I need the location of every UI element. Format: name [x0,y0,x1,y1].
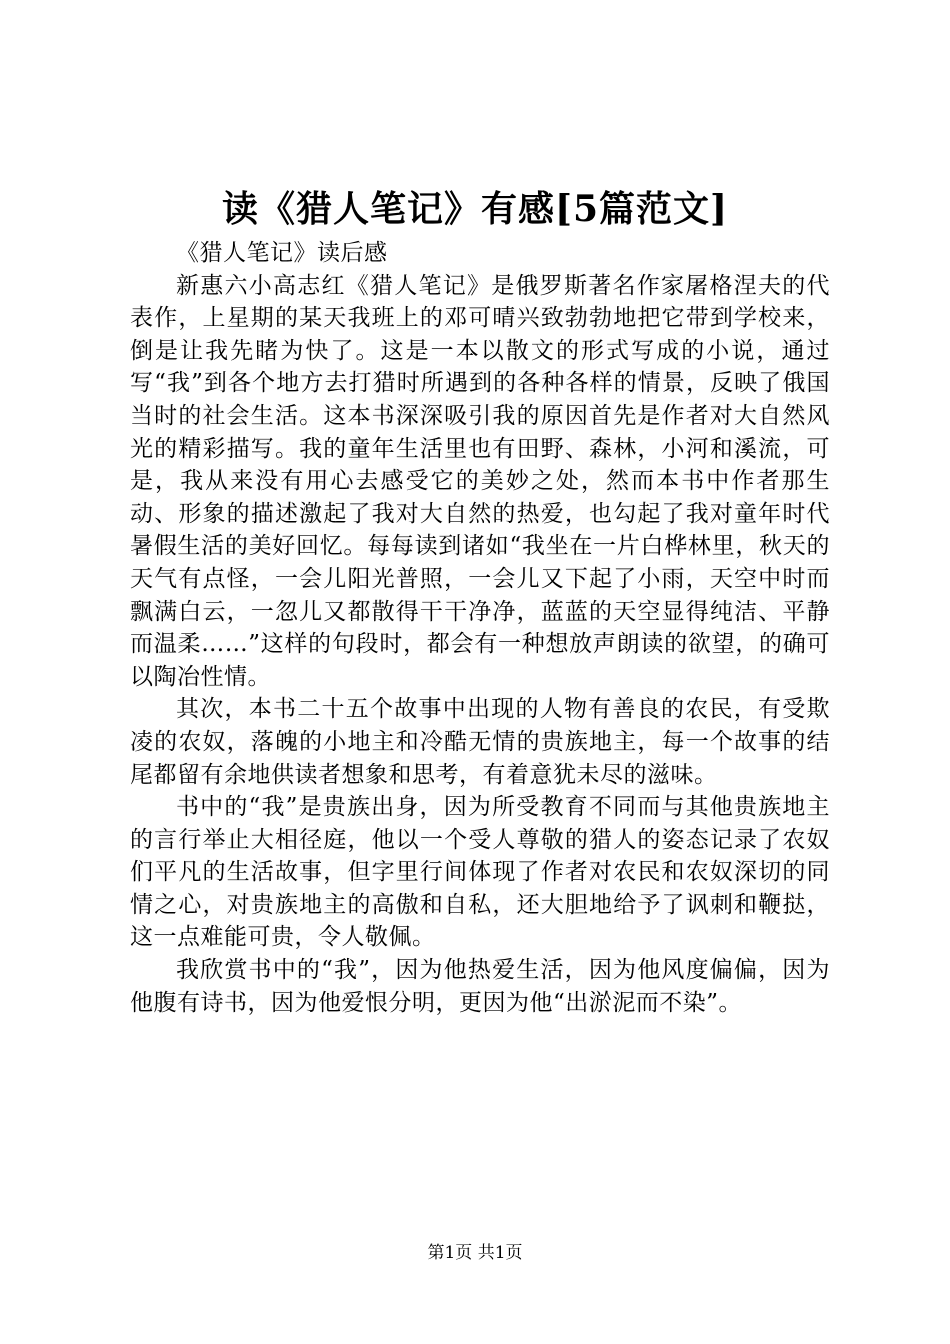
document-body [130,237,830,1019]
paragraph-4: 我欣赏书中的“我”，因为他热爱生活，因为他风度偏偏，因为他腹有诗书，因为他爱恨分明，更因为他“出淤泥而不染”。 [130,957,830,1016]
page-footer: 第1页 共1页 [427,1243,523,1263]
paragraph-1: 新惠六小高志红《猎人笔记》是俄罗斯著名作家屠格涅夫的代表作，上星期的某天我班上的邓可晴兴致勃勃地把它带到学校来，倒是让我先睹为快了。这是一本以散文的形式写成的小说，通过写“我”到各个地方去打猎时所遇到的各种各样的情景，反映了俄国当时的社会生活。这本书深深吸引我的原因首先是作者对大自然风光的精彩描写。我的童年生活里也有田野、森林，小河和溪流，可是，我从来没有用心去感受它的美妙之处，然而本书中作者那生动、形象的描述激起了我对大自然的热爱，也勾起了我对童年时代暑假生活的美好回忆。每每读到诸如“我坐在一片白桦林里，秋天的天气有点怪，一会儿阳光普照，一会儿又下起了小雨，天空中时而飘满白云，一忽儿又都散得干干净净，蓝蓝的天空显得纯洁、平静而温柔……”这样的句段时，都会有一种想放声朗读的欲望，的确可以陶冶性情。 [130,272,830,690]
paragraph-3: 书中的“我”是贵族出身，因为所受教育不同而与其他贵族地主的言行举止大相径庭，他以一个受人尊敬的猎人的姿态记录了农奴们平凡的生活故事，但字里行间体现了作者对农民和农奴深切的同情之心，对贵族地主的高傲和自私，还大胆地给予了讽刺和鞭挞，这一点难能可贵，令人敬佩。 [130,794,830,951]
paragraph-subtitle: 《猎人笔记》读后感 [176,240,388,266]
document-title: 读《猎人笔记》有感[5篇范文] [221,188,729,230]
paragraph-2: 其次，本书二十五个故事中出现的人物有善良的农民，有受欺凌的农奴，落魄的小地主和冷酷无情的贵族地主，每一个故事的结尾都留有余地供读者想象和思考，有着意犹未尽的滋味。 [130,696,830,788]
